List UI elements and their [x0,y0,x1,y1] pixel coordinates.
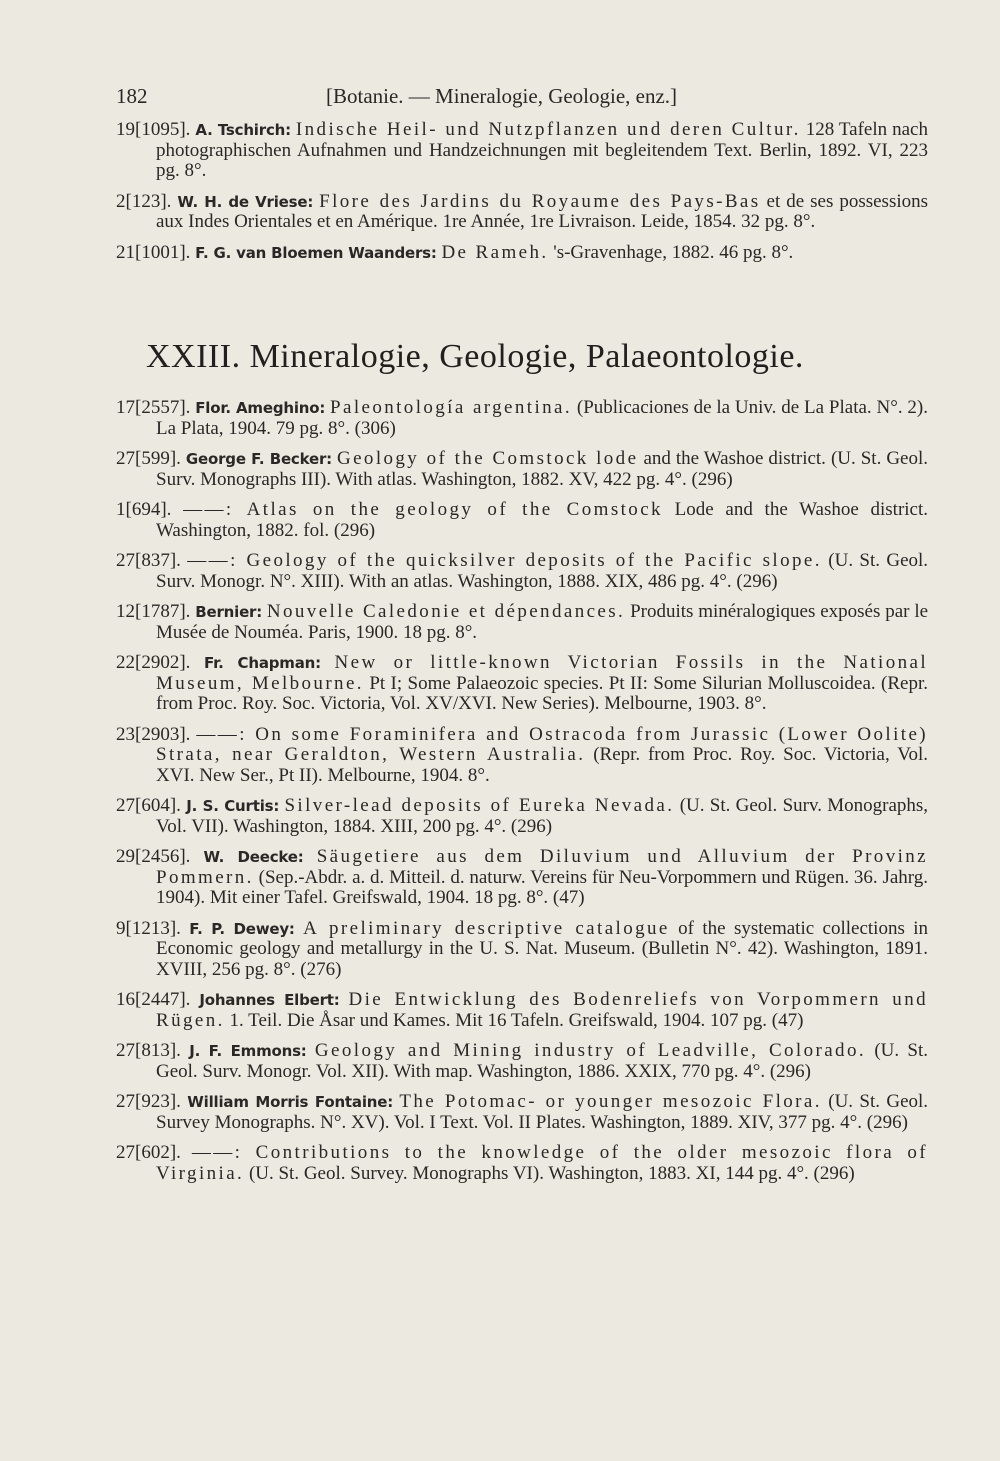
bibliography-entry [116,919,928,981]
entry-title: Geology and Mining industry of Leadville, Colorado. [314,1040,867,1061]
entry-author: A. Tschirch: [195,121,291,139]
section-entries [116,398,928,1194]
bibliography-entry [116,847,928,909]
entry-title: Indische Heil- und Nutzpflanzen und deren Cultur. [295,119,801,140]
entry-details: Pt I; Some Palaeozoic species. Pt II: Some Silurian Molluscoidea. (Repr. from Proc. Roy. Soc. Victoria, Vol. XV/XVI. New Series). Melbourne, 1903. 8°. [156,672,928,714]
entry-ref: 22[2902]. [116,652,191,673]
entry-title: The Potomac- or younger mesozoic Flora. [399,1091,822,1112]
page-header [116,84,928,114]
bibliography-entry [116,449,928,490]
entry-title: ——: Geology of the quicksilver deposits of the Pacific slope. [187,550,822,571]
entry-ref: 17[2557]. [116,397,191,418]
entry-title: A preliminary descriptive catalogue [303,917,670,939]
entry-title: Säugetiere aus dem Diluvium und Alluvium der Provinz Pommern. [156,846,929,888]
entry-details: (U. St. Geol. Surv. Monogr. Vol. XII). With map. Washington, 1886. XXIX, 770 pg. 4°. (296) [156,1040,929,1082]
entry-author: George F. Becker: [185,450,332,468]
entry-ref: 27[923]. [116,1091,181,1112]
entry-details: Lode and the Washoe district. Washington, 1882. fol. (296) [156,499,929,541]
entry-author: William Morris Fontaine: [187,1093,394,1111]
bibliography-entry [116,120,928,182]
bibliography-entry [116,725,928,787]
bibliography-entry [116,192,928,233]
entry-details: Produits minéralogiques exposés par le Musée de Nouméa. Paris, 1900. 18 pg. 8°. [156,601,929,643]
entry-title: ——: Contributions to the knowledge of the older mesozoic flora of Virginia. [156,1142,929,1184]
entry-title: Die Entwicklung des Bodenreliefs von Vorpommern und Rügen. [156,989,928,1031]
entry-ref: 27[604]. [116,795,181,816]
entry-title: New or little-known Victorian Fossils in the National Museum, Melbourne. [156,652,929,694]
entry-ref: 29[2456]. [116,846,191,867]
bibliography-entry [116,1092,928,1133]
entry-ref: 23[2903]. [116,723,191,745]
entry-author: J. S. Curtis: [186,797,280,815]
bibliography-entry [116,1143,928,1184]
entry-title: De Rameh. [441,241,549,263]
entry-author: F. G. van Bloemen Waanders: [195,243,437,262]
entry-author: J. F. Emmons: [189,1042,307,1060]
entry-details: (U. St. Geol. Surv. Monographs, Vol. VII). Washington, 1884. XIII, 200 pg. 4°. (296) [156,795,929,837]
page-number: 182 [116,84,148,108]
entry-ref: 1[694]. [116,499,172,520]
entry-author: F. P. Dewey: [189,919,295,938]
entry-details: (U. St. Geol. Survey Monographs. N°. XV). Vol. I Text. Vol. II Plates. Washington, 1889. XIV, 377 pg. 4°. (296) [156,1091,929,1133]
bibliography-entry [116,602,928,643]
pre-section-entries [116,120,928,273]
entry-details: (U. St. Geol. Surv. Monogr. N°. XIII). With an atlas. Washington, 1888. XIX, 486 pg. 4°. (296) [156,550,929,592]
entry-title: Paleontología argentina. [330,397,573,418]
bibliography-entry [116,500,928,541]
entry-ref: 27[813]. [116,1040,181,1061]
entry-ref: 12[1787]. [116,601,191,622]
entry-ref: 19[1095]. [116,119,191,140]
entry-details: et de ses possessions aux Indes Orientales et en Amérique. 1re Année, 1re Livraison. Leide, 1854. 32 pg. 8°. [156,190,929,232]
entry-title: Nouvelle Caledonie et dépendances. [266,601,626,622]
entry-details: (Sep.-Abdr. a. d. Mitteil. d. naturw. Vereins für Neu-Vorpommern und Rügen. 36. Jahrg. 1904). Mit einer Tafel. Greifswald, 1904. 18 pg. 8°. (47) [156,866,929,908]
entry-ref: 27[599]. [116,448,181,469]
bibliography-entry [116,243,928,264]
entry-details: and the Washoe district. (U. St. Geol. Surv. Monographs III). With atlas. Washington, 1882. XV, 422 pg. 4°. (296) [156,448,929,490]
bibliography-entry [116,551,928,592]
running-head: [Botanie. — Mineralogie, Geologie, enz.] [326,84,678,108]
entry-ref: 9[1213]. [116,917,181,939]
entry-author: W. H. de Vriese: [177,192,314,211]
entry-details: of the systematic collections in Economic geology and metallurgy in the U. S. Nat. Museum. (Bulletin N°. 42). Washington, 1891. XVIII, 256 pg. 8°. (276) [156,917,929,980]
entry-author: Johannes Elbert: [199,991,340,1009]
entry-author: Fr. Chapman: [204,654,321,672]
entry-title: Silver-lead deposits of Eureka Nevada. [284,795,675,816]
entry-details: (U. St. Geol. Survey. Monographs VI). Washington, 1883. XI, 144 pg. 4°. (296) [248,1162,855,1184]
section-heading: XXIII. Mineralogie, Geologie, Palaeontologie. [146,338,804,375]
entry-ref: 16[2447]. [116,989,191,1010]
bibliography-entry [116,398,928,439]
entry-title: ——: On some Foraminifera and Ostracoda from Jurassic (Lower Oolite) Strata, near Geraldton, Western Australia. [156,723,929,765]
entry-details: (Repr. from Proc. Roy. Soc. Victoria, Vol. XVI. New Ser., Pt II). Melbourne, 1904. 8°. [156,744,928,786]
bibliography-entry [116,796,928,837]
entry-author: Bernier: [195,603,263,621]
entry-author: Flor. Ameghino: [195,399,326,417]
entry-ref: 27[837]. [116,550,181,571]
entry-details: 's-Gravenhage, 1882. 46 pg. 8°. [553,241,794,263]
entry-ref: 27[602]. [116,1142,181,1163]
bibliography-entry [116,990,928,1031]
entry-details: 128 Tafeln nach photographischen Aufnahmen und Handzeichnungen mit begleitendem Text. Berlin, 1892. VI, 223 pg. 8°. [156,119,928,181]
bibliography-entry [116,653,928,715]
entry-details: (Publicaciones de la Univ. de La Plata. N°. 2). La Plata, 1904. 79 pg. 8°. (306) [156,397,928,439]
entry-title: Geology of the Comstock lode [336,448,639,469]
entry-title: Flore des Jardins du Royaume des Pays-Bas [319,190,761,212]
entry-author: W. Deecke: [203,848,304,866]
entry-details: 1. Teil. Die Åsar und Kames. Mit 16 Tafeln. Greifswald, 1904. 107 pg. (47) [229,1009,804,1031]
bibliography-entry [116,1041,928,1082]
entry-title: ——: Atlas on the geology of the Comstock [183,499,663,520]
entry-ref: 21[1001]. [116,241,191,263]
entry-ref: 2[123]. [116,190,172,212]
